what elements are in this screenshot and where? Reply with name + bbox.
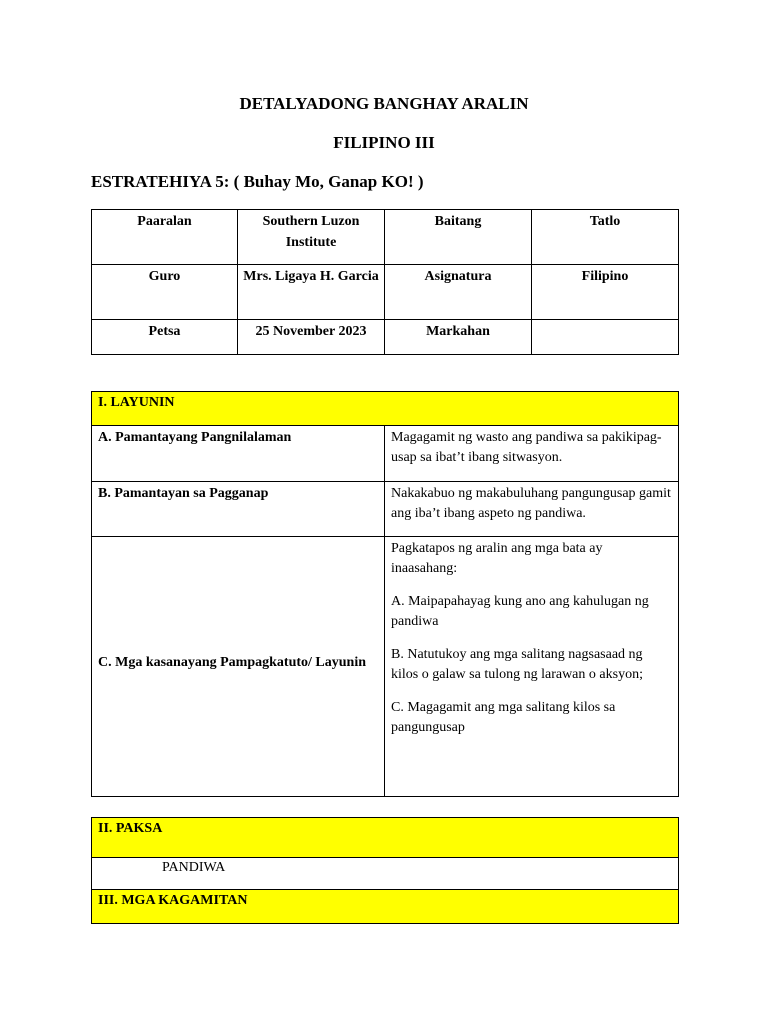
- paksa-table: [91, 817, 679, 924]
- layunin-b-text: Nakakabuo ng makabuluhang pangungusap gamit ang iba’t ibang aspeto ng pandiwa.: [385, 482, 679, 537]
- paksa-header-row: [92, 818, 679, 858]
- layunin-c-label: C. Mga kasanayang Pampagkatuto/ Layunin: [92, 537, 385, 797]
- layunin-c-intro: Pagkatapos ng aralin ang mga bata ay inaasahang:: [391, 541, 603, 576]
- layunin-heading: I. LAYUNIN: [92, 392, 679, 426]
- layunin-row-c: [92, 537, 679, 797]
- subject-title: FILIPINO III: [333, 133, 435, 152]
- info-value-paaralan: Southern Luzon Institute: [238, 210, 385, 265]
- info-row-teacher: [92, 265, 679, 320]
- layunin-row-b: [92, 482, 679, 537]
- info-row-school: [92, 210, 679, 265]
- layunin-row-a: [92, 426, 679, 482]
- document-title: DETALYADONG BANGHAY ARALIN: [239, 94, 529, 113]
- info-value-markahan: [532, 320, 679, 355]
- info-label-markahan: Markahan: [385, 320, 532, 355]
- paksa-topic-row: [92, 858, 679, 890]
- info-row-date: [92, 320, 679, 355]
- layunin-a-text: Magagamit ng wasto ang pandiwa sa pakikipag-usap sa ibat’t ibang sitwasyon.: [385, 426, 679, 482]
- kagamitan-header-row: [92, 890, 679, 924]
- paksa-topic: PANDIWA: [92, 858, 679, 890]
- layunin-c-content: [385, 537, 679, 797]
- info-table: [91, 209, 679, 355]
- layunin-c-item-b: B. Natutukoy ang mga salitang nagsasaad ng kilos o galaw sa tulong ng larawan o aksyon;: [391, 647, 643, 682]
- strategy-title: ESTRATEHIYA 5: ( Buhay Mo, Ganap KO! ): [91, 172, 424, 191]
- kagamitan-heading: III. MGA KAGAMITAN: [92, 890, 679, 924]
- info-label-asignatura: Asignatura: [385, 265, 532, 320]
- layunin-c-item-a: A. Maipapahayag kung ano ang kahulugan ng pandiwa: [391, 594, 649, 629]
- layunin-table: [91, 391, 679, 797]
- info-value-guro: Mrs. Ligaya H. Garcia: [238, 265, 385, 320]
- info-label-petsa: Petsa: [92, 320, 238, 355]
- paksa-heading: II. PAKSA: [92, 818, 679, 858]
- info-label-paaralan: Paaralan: [92, 210, 238, 265]
- info-value-asignatura: Filipino: [532, 265, 679, 320]
- layunin-c-item-c: C. Magagamit ang mga salitang kilos sa pangungusap: [391, 700, 616, 735]
- info-value-baitang: Tatlo: [532, 210, 679, 265]
- layunin-b-label: B. Pamantayan sa Pagganap: [92, 482, 385, 537]
- info-value-petsa: 25 November 2023: [238, 320, 385, 355]
- layunin-a-label: A. Pamantayang Pangnilalaman: [92, 426, 385, 482]
- info-label-baitang: Baitang: [385, 210, 532, 265]
- info-label-guro: Guro: [92, 265, 238, 320]
- layunin-header-row: [92, 392, 679, 426]
